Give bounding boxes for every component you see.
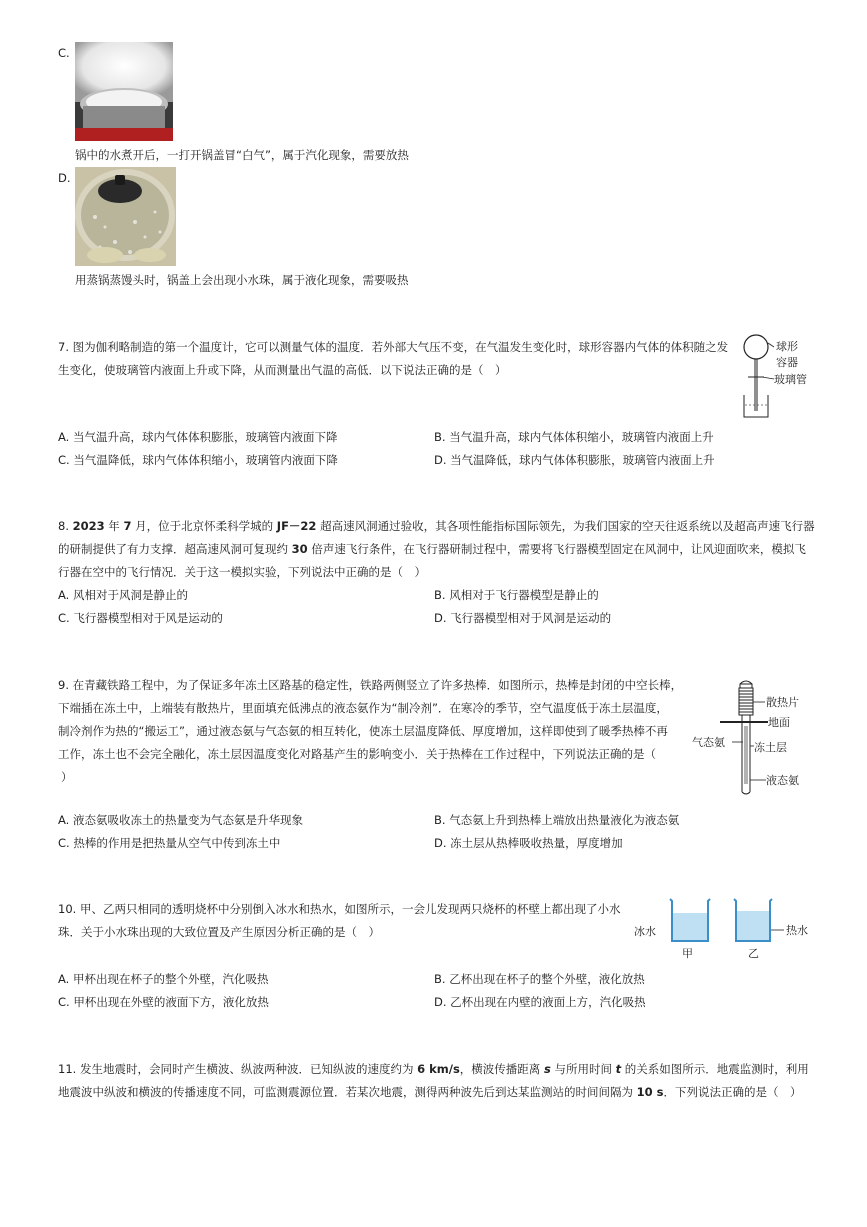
q9-label-frozen: 冻土层 [754,741,787,754]
q7-label-tube: 玻璃管 [774,373,807,386]
q9-heat-pipe-figure [692,676,810,798]
q10-option-c[interactable]: C. 甲杯出现在外壁的液面下方，液化放热 [58,995,269,1009]
q9-label-sink: 散热片 [766,696,799,709]
q11-stem-line1: 11. 发生地震时，会同时产生横波、纵波两种波．已知纵波的速度约为 6 km/s，横波传播距离 s 与所用时间 t 的关系如图所示．地震监测时，利用 [58,1062,809,1076]
q11-stem-line2: 地震波中纵波和横波的传播速度不同，可监测震源位置．若某次地震，测得两种波先后到达某监测站的时间间隔为 10 s．下列说法正确的是（ ） [58,1085,802,1099]
q10-label-hot-water: 热水 [786,924,808,937]
q8-option-a[interactable]: A. 风相对于风洞是静止的 [58,588,188,602]
q8-option-c[interactable]: C. 飞行器模型相对于风是运动的 [58,611,223,625]
q9-option-b[interactable]: B. 气态氨上升到热棒上端放出热量液化为液态氨 [434,813,680,827]
option-d-caption: 用蒸锅蒸馒头时，锅盖上会出现小水珠，属于液化现象，需要吸热 [75,273,409,287]
q8-option-d[interactable]: D. 飞行器模型相对于风洞是运动的 [434,611,612,625]
q9-stem-line5: ） [61,770,73,784]
q11-var-s: s [543,1062,551,1076]
q9-label-liquid: 液态氨 [766,774,799,787]
q7-option-a[interactable]: A. 当气温升高，球内气体体积膨胀，玻璃管内液面下降 [58,430,338,444]
q9-option-d[interactable]: D. 冻土层从热棒吸收热量，厚度增加 [434,836,623,850]
option-c-label: C. [58,46,70,60]
q9-label-ground: 地面 [768,716,790,729]
q10-label-ice-water: 冰水 [634,925,656,938]
q7-option-d[interactable]: D. 当气温降低，球内气体体积膨胀，玻璃管内液面上升 [434,453,715,467]
option-d-label: D. [58,171,71,185]
q8-stem-line1: 8. 2023 年 7 月，位于北京怀柔科学城的 JF－22 超高速风洞通过验收，其各项性能指标国际领先，为我们国家的空天往返系统以及超高声速飞行器 [58,519,815,533]
q7-label-container: 容器 [776,356,798,369]
q9-stem-line1: 9. 在青藏铁路工程中，为了保证多年冻土区路基的稳定性，铁路两侧竖立了许多热棒．如图所示，热棒是封闭的中空长棒， [58,678,683,692]
q8-month: 7 [123,519,132,533]
pot-lid-photo [75,167,176,266]
q9-option-a[interactable]: A. 液态氨吸收冻土的热量变为气态氨是升华现象 [58,813,303,827]
q10-option-b[interactable]: B. 乙杯出现在杯子的整个外壁，液化放热 [434,972,645,986]
q8-stem-line2: 的研制提供了有力支撑．超高速风洞可复现约 30 倍声速飞行条件，在飞行器研制过程中，需要将飞行器模型固定在风洞中，让风迎面吹来，模拟飞 [58,542,806,556]
q8-model: JF－22 [276,519,317,533]
q11-var-t: t [615,1062,622,1076]
q10-option-a[interactable]: A. 甲杯出现在杯子的整个外壁，汽化吸热 [58,972,269,986]
q9-stem-line3: 制冷剂作为热的“搬运工”，通过液态氨与气态氨的相互转化，使冻土层温度降低、厚度增加，这样即使到了暖季热棒不再 [58,724,668,738]
q7-thermometer-figure [740,333,812,421]
q11-velocity: 6 km/s [417,1062,460,1076]
q10-label-cup-a: 甲 [682,947,693,960]
q11-interval: 10 s [636,1085,664,1099]
q10-option-d[interactable]: D. 乙杯出现在内壁的液面上方，汽化吸热 [434,995,646,1009]
q10-label-cup-b: 乙 [748,947,759,960]
steaming-pot-photo [75,42,173,141]
q8-year: 2023 [72,519,105,533]
q10-stem-line2: 珠．关于小水珠出现的大致位置及产生原因分析正确的是（ ） [58,925,380,939]
q7-label-ball: 球形 [776,340,798,353]
q7-stem-line1: 7. 图为伽利略制造的第一个温度计，它可以测量气体的温度．若外部大气压不变，在气温发生变化时，球形容器内气体的体积随之发 [58,340,729,354]
q8-speed: 30 [291,542,308,556]
q7-option-c[interactable]: C. 当气温降低，球内气体体积缩小，玻璃管内液面下降 [58,453,338,467]
q9-stem-line4: 工作，冻土也不会完全融化，冻土层因温度变化对路基产生的影响变小．关于热棒在工作过程中，下列说法正确的是（ [58,747,656,761]
q7-stem-line2: 生变化，使玻璃管内液面上升或下降，从而测量出气温的高低．以下说法正确的是（ ） [58,363,507,377]
q8-stem-line3: 行器在空中的飞行情况．关于这一模拟实验，下列说法中正确的是（ ） [58,565,426,579]
q10-stem-line1: 10. 甲、乙两只相同的透明烧杯中分别倒入冰水和热水，如图所示，一会儿发现两只烧杯的杯壁上都出现了小水 [58,902,621,916]
option-c-caption: 锅中的水煮开后，一打开锅盖冒“白气”，属于汽化现象，需要放热 [75,148,409,162]
q8-option-b[interactable]: B. 风相对于飞行器模型是静止的 [434,588,599,602]
q7-option-b[interactable]: B. 当气温升高，球内气体体积缩小，玻璃管内液面上升 [434,430,714,444]
q9-label-gas: 气态氨 [692,736,725,749]
q9-stem-line2: 下端插在冻土中，上端装有散热片，里面填充低沸点的液态氨作为“制冷剂”．在寒冷的季节，空气温度低于冻土层温度， [58,701,668,715]
q10-beakers-figure [632,893,812,961]
q9-option-c[interactable]: C. 热棒的作用是把热量从空气中传到冻土中 [58,836,281,850]
